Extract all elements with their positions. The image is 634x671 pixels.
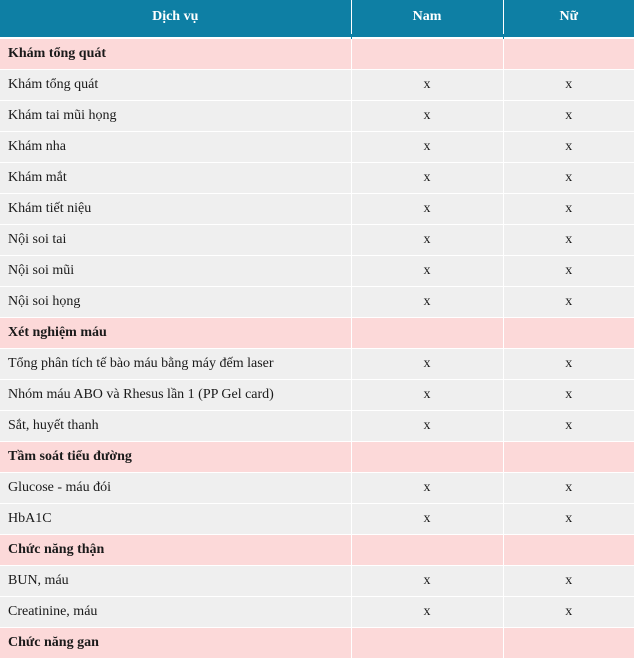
male-mark: x [351, 504, 503, 535]
male-mark: x [351, 287, 503, 318]
table-row [0, 287, 634, 318]
male-mark: x [351, 163, 503, 194]
table-row [0, 194, 634, 225]
table-row [0, 70, 634, 101]
female-mark: x [503, 597, 634, 628]
female-mark: x [503, 566, 634, 597]
male-mark [351, 318, 503, 349]
service-name: Tổng phân tích tế bào máu bằng máy đếm laser [0, 349, 351, 380]
table-row [0, 473, 634, 504]
male-mark: x [351, 473, 503, 504]
female-mark: x [503, 225, 634, 256]
table-body [0, 37, 634, 659]
male-mark: x [351, 225, 503, 256]
male-mark: x [351, 349, 503, 380]
female-mark: x [503, 163, 634, 194]
female-mark [503, 628, 634, 659]
category-label: Chức năng gan [0, 628, 351, 659]
service-name: Nội soi mũi [0, 256, 351, 287]
male-mark: x [351, 256, 503, 287]
male-mark [351, 442, 503, 473]
female-mark: x [503, 380, 634, 411]
male-mark [351, 628, 503, 659]
male-mark: x [351, 194, 503, 225]
table-row [0, 380, 634, 411]
table-row [0, 566, 634, 597]
female-mark: x [503, 132, 634, 163]
service-name: Glucose - máu đói [0, 473, 351, 504]
category-row [0, 535, 634, 566]
table-row [0, 101, 634, 132]
header-row [0, 0, 634, 37]
male-mark: x [351, 132, 503, 163]
category-label: Tầm soát tiểu đường [0, 442, 351, 473]
female-mark [503, 37, 634, 70]
table-row [0, 411, 634, 442]
female-mark: x [503, 101, 634, 132]
female-mark: x [503, 256, 634, 287]
category-row [0, 442, 634, 473]
service-name: Sắt, huyết thanh [0, 411, 351, 442]
male-mark: x [351, 411, 503, 442]
table-row [0, 256, 634, 287]
female-mark [503, 318, 634, 349]
female-mark: x [503, 287, 634, 318]
male-mark: x [351, 70, 503, 101]
service-name: Nội soi tai [0, 225, 351, 256]
service-name: Khám tiết niệu [0, 194, 351, 225]
table-row [0, 163, 634, 194]
service-name: Khám tổng quát [0, 70, 351, 101]
female-mark: x [503, 349, 634, 380]
category-label: Khám tổng quát [0, 37, 351, 70]
male-mark: x [351, 566, 503, 597]
male-mark [351, 535, 503, 566]
service-name: Khám nha [0, 132, 351, 163]
female-mark: x [503, 70, 634, 101]
male-mark: x [351, 101, 503, 132]
female-mark: x [503, 411, 634, 442]
female-mark: x [503, 504, 634, 535]
table-row [0, 132, 634, 163]
table-row [0, 225, 634, 256]
category-row [0, 628, 634, 659]
header-service: Dịch vụ [0, 0, 351, 37]
female-mark [503, 442, 634, 473]
male-mark: x [351, 597, 503, 628]
category-label: Chức năng thận [0, 535, 351, 566]
category-label: Xét nghiệm máu [0, 318, 351, 349]
service-name: Creatinine, máu [0, 597, 351, 628]
female-mark: x [503, 473, 634, 504]
service-name: BUN, máu [0, 566, 351, 597]
service-name: Khám tai mũi họng [0, 101, 351, 132]
service-name: Khám mắt [0, 163, 351, 194]
service-name: Nội soi họng [0, 287, 351, 318]
female-mark [503, 535, 634, 566]
table-row [0, 504, 634, 535]
table-row [0, 597, 634, 628]
service-name: Nhóm máu ABO và Rhesus lần 1 (PP Gel card) [0, 380, 351, 411]
table-row [0, 349, 634, 380]
category-row [0, 318, 634, 349]
female-mark: x [503, 194, 634, 225]
header-female: Nữ [503, 0, 634, 37]
header-male: Nam [351, 0, 503, 37]
male-mark: x [351, 380, 503, 411]
category-row [0, 37, 634, 70]
male-mark [351, 37, 503, 70]
service-name: HbA1C [0, 504, 351, 535]
